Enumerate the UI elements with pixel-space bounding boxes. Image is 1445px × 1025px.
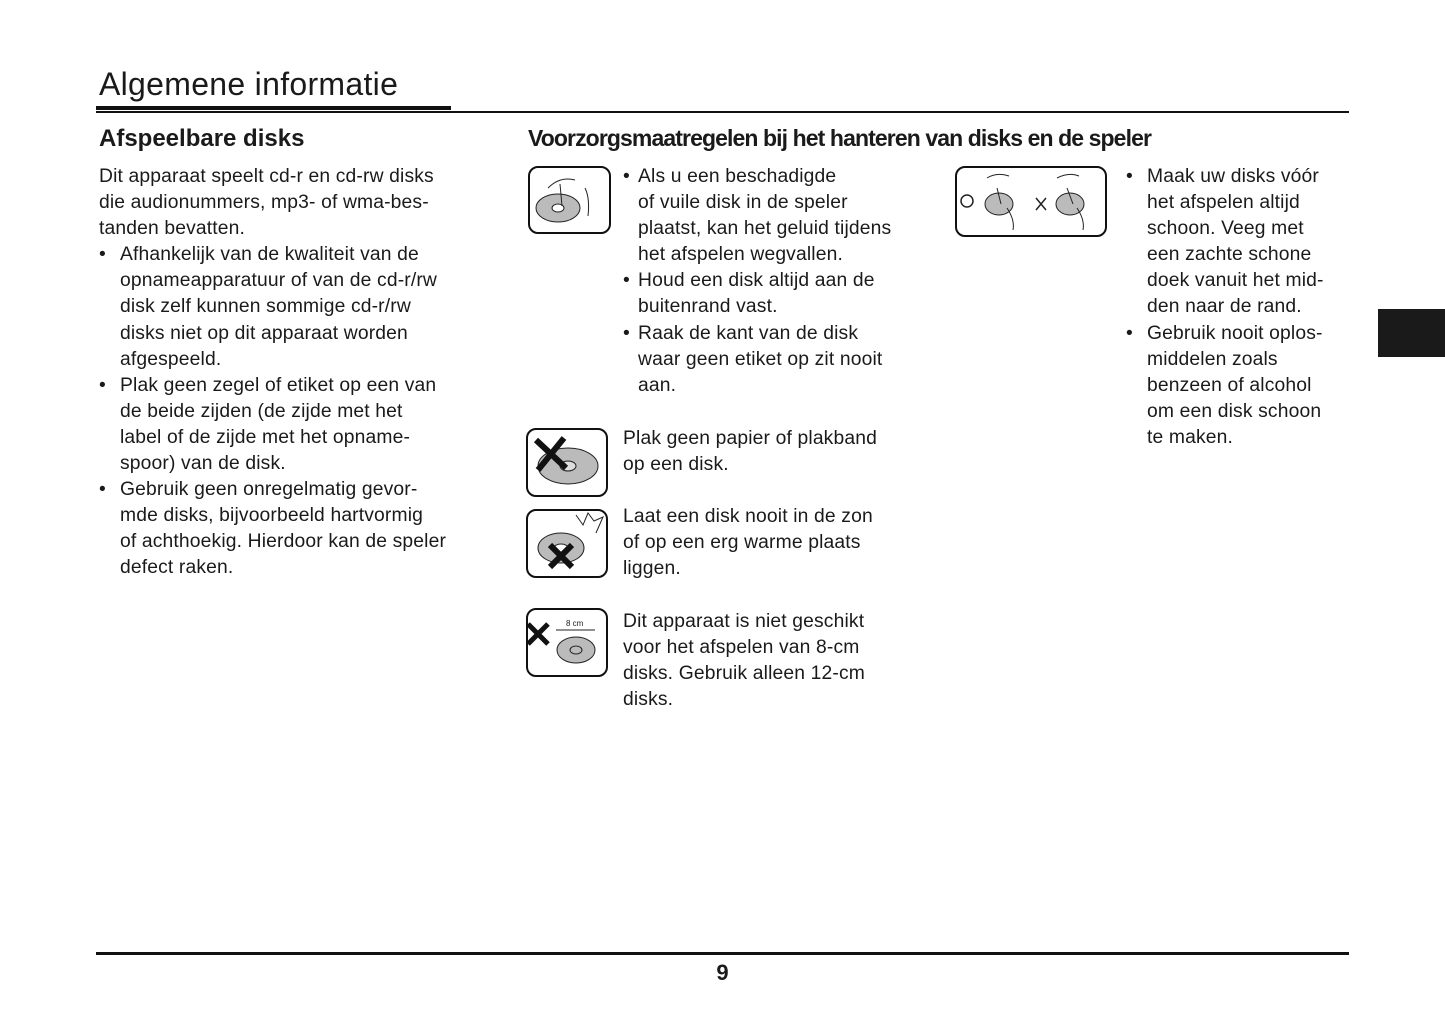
- playable-disks-text: [99, 164, 446, 582]
- bullet-item-line: • Afhankelijk van de kwaliteit van de: [99, 242, 446, 268]
- disk-cleaning-text: [1126, 164, 1324, 451]
- bullet-item-line: • Houd een disk altijd aan de: [623, 268, 891, 294]
- text-line: Dit apparaat is niet geschikt: [623, 611, 865, 632]
- bullet-item-line: • Gebruik geen onregelmatig gevor-: [99, 477, 446, 503]
- text-line: middelen zoals: [1147, 348, 1278, 370]
- text-line: plaatst, kan het geluid tijdens: [638, 218, 892, 240]
- text-line: label of de zijde met het opname-: [120, 426, 411, 448]
- text-line: of achthoekig. Hierdoor kan de speler: [120, 531, 447, 553]
- text-line: doek vanuit het mid-: [1147, 270, 1324, 292]
- bullet-item-line: • Plak geen zegel of etiket op een van: [99, 373, 446, 399]
- text-line: schoon. Veeg met: [1147, 218, 1304, 240]
- disk-size-label: 8 cm: [566, 619, 584, 628]
- text-line: disk zelf kunnen sommige cd-r/rw: [120, 296, 411, 318]
- text-line: spoor) van de disk.: [120, 453, 286, 475]
- text-line: aan.: [638, 374, 677, 396]
- text-line: of op een erg warme plaats: [623, 532, 861, 554]
- text-line: buitenrand vast.: [638, 296, 778, 318]
- text-line: die audionummers, mp3- of wma-bes-: [99, 192, 429, 214]
- disk-cleaning-direction-icon: [955, 166, 1107, 237]
- page-title: Algemene informatie: [99, 66, 399, 102]
- bullet-item-line: • Gebruik nooit oplos-: [1126, 321, 1324, 347]
- text-line: mde disks, bijvoorbeeld hartvormig: [120, 505, 424, 527]
- text-line: disks.: [623, 689, 674, 711]
- precaution-8cm-text: [623, 609, 865, 713]
- text-line: opnameapparatuur of van de cd-r/rw: [120, 270, 437, 292]
- text-line: den naar de rand.: [1147, 296, 1302, 318]
- bullet-item-line: • Raak de kant van de disk: [623, 321, 891, 347]
- text-line: te maken.: [1147, 426, 1234, 448]
- section-heading-playable-disks: Afspeelbare disks: [99, 125, 305, 152]
- precaution-sun-text: [623, 504, 873, 582]
- text-line: of vuile disk in de speler: [638, 192, 848, 214]
- text-line: liggen.: [623, 558, 681, 580]
- text-line: Plak geen papier of plakband: [623, 428, 877, 449]
- text-line: de beide zijden (de zijde met het: [120, 400, 403, 422]
- text-line: Laat een disk nooit in de zon: [623, 506, 873, 527]
- text-line: voor het afspelen van 8-cm: [623, 637, 860, 659]
- no-tape-on-disk-icon: [526, 428, 608, 497]
- bullet-item-line: • Als u een beschadigde: [623, 164, 891, 190]
- precaution-tape-text: [623, 426, 877, 478]
- text-line: het afspelen wegvallen.: [638, 244, 843, 266]
- text-line: op een disk.: [623, 454, 729, 476]
- no-sun-exposure-icon: [526, 509, 608, 578]
- page-number: 9: [716, 960, 729, 985]
- chapter-tab-marker: [1378, 309, 1445, 357]
- text-line: het afspelen altijd: [1147, 192, 1300, 214]
- title-underline: [96, 106, 451, 110]
- text-line: disks. Gebruik alleen 12-cm: [623, 663, 865, 685]
- section-heading-precautions: Voorzorgsmaatregelen bij het hanteren van disks en de speler: [528, 125, 1152, 151]
- text-line: waar geen etiket op zit nooit: [638, 348, 883, 370]
- text-line: benzeen of alcohol: [1147, 374, 1312, 396]
- no-8cm-disk-icon: [526, 608, 608, 677]
- text-line: disks niet op dit apparaat worden: [120, 322, 408, 344]
- text-line: defect raken.: [120, 557, 234, 579]
- text-line: een zachte schone: [1147, 244, 1312, 266]
- text-line: tanden bevatten.: [99, 218, 246, 240]
- text-line: afgespeeld.: [120, 348, 222, 370]
- text-line: om een disk schoon: [1147, 400, 1322, 422]
- disk-handling-icon: [528, 166, 611, 234]
- precaution-handling-text: [623, 164, 891, 399]
- header-divider: [96, 111, 1349, 113]
- bullet-item-line: • Maak uw disks vóór: [1126, 164, 1324, 190]
- text-line: Dit apparaat speelt cd-r en cd-rw disks: [99, 166, 434, 187]
- footer-divider: [96, 952, 1349, 955]
